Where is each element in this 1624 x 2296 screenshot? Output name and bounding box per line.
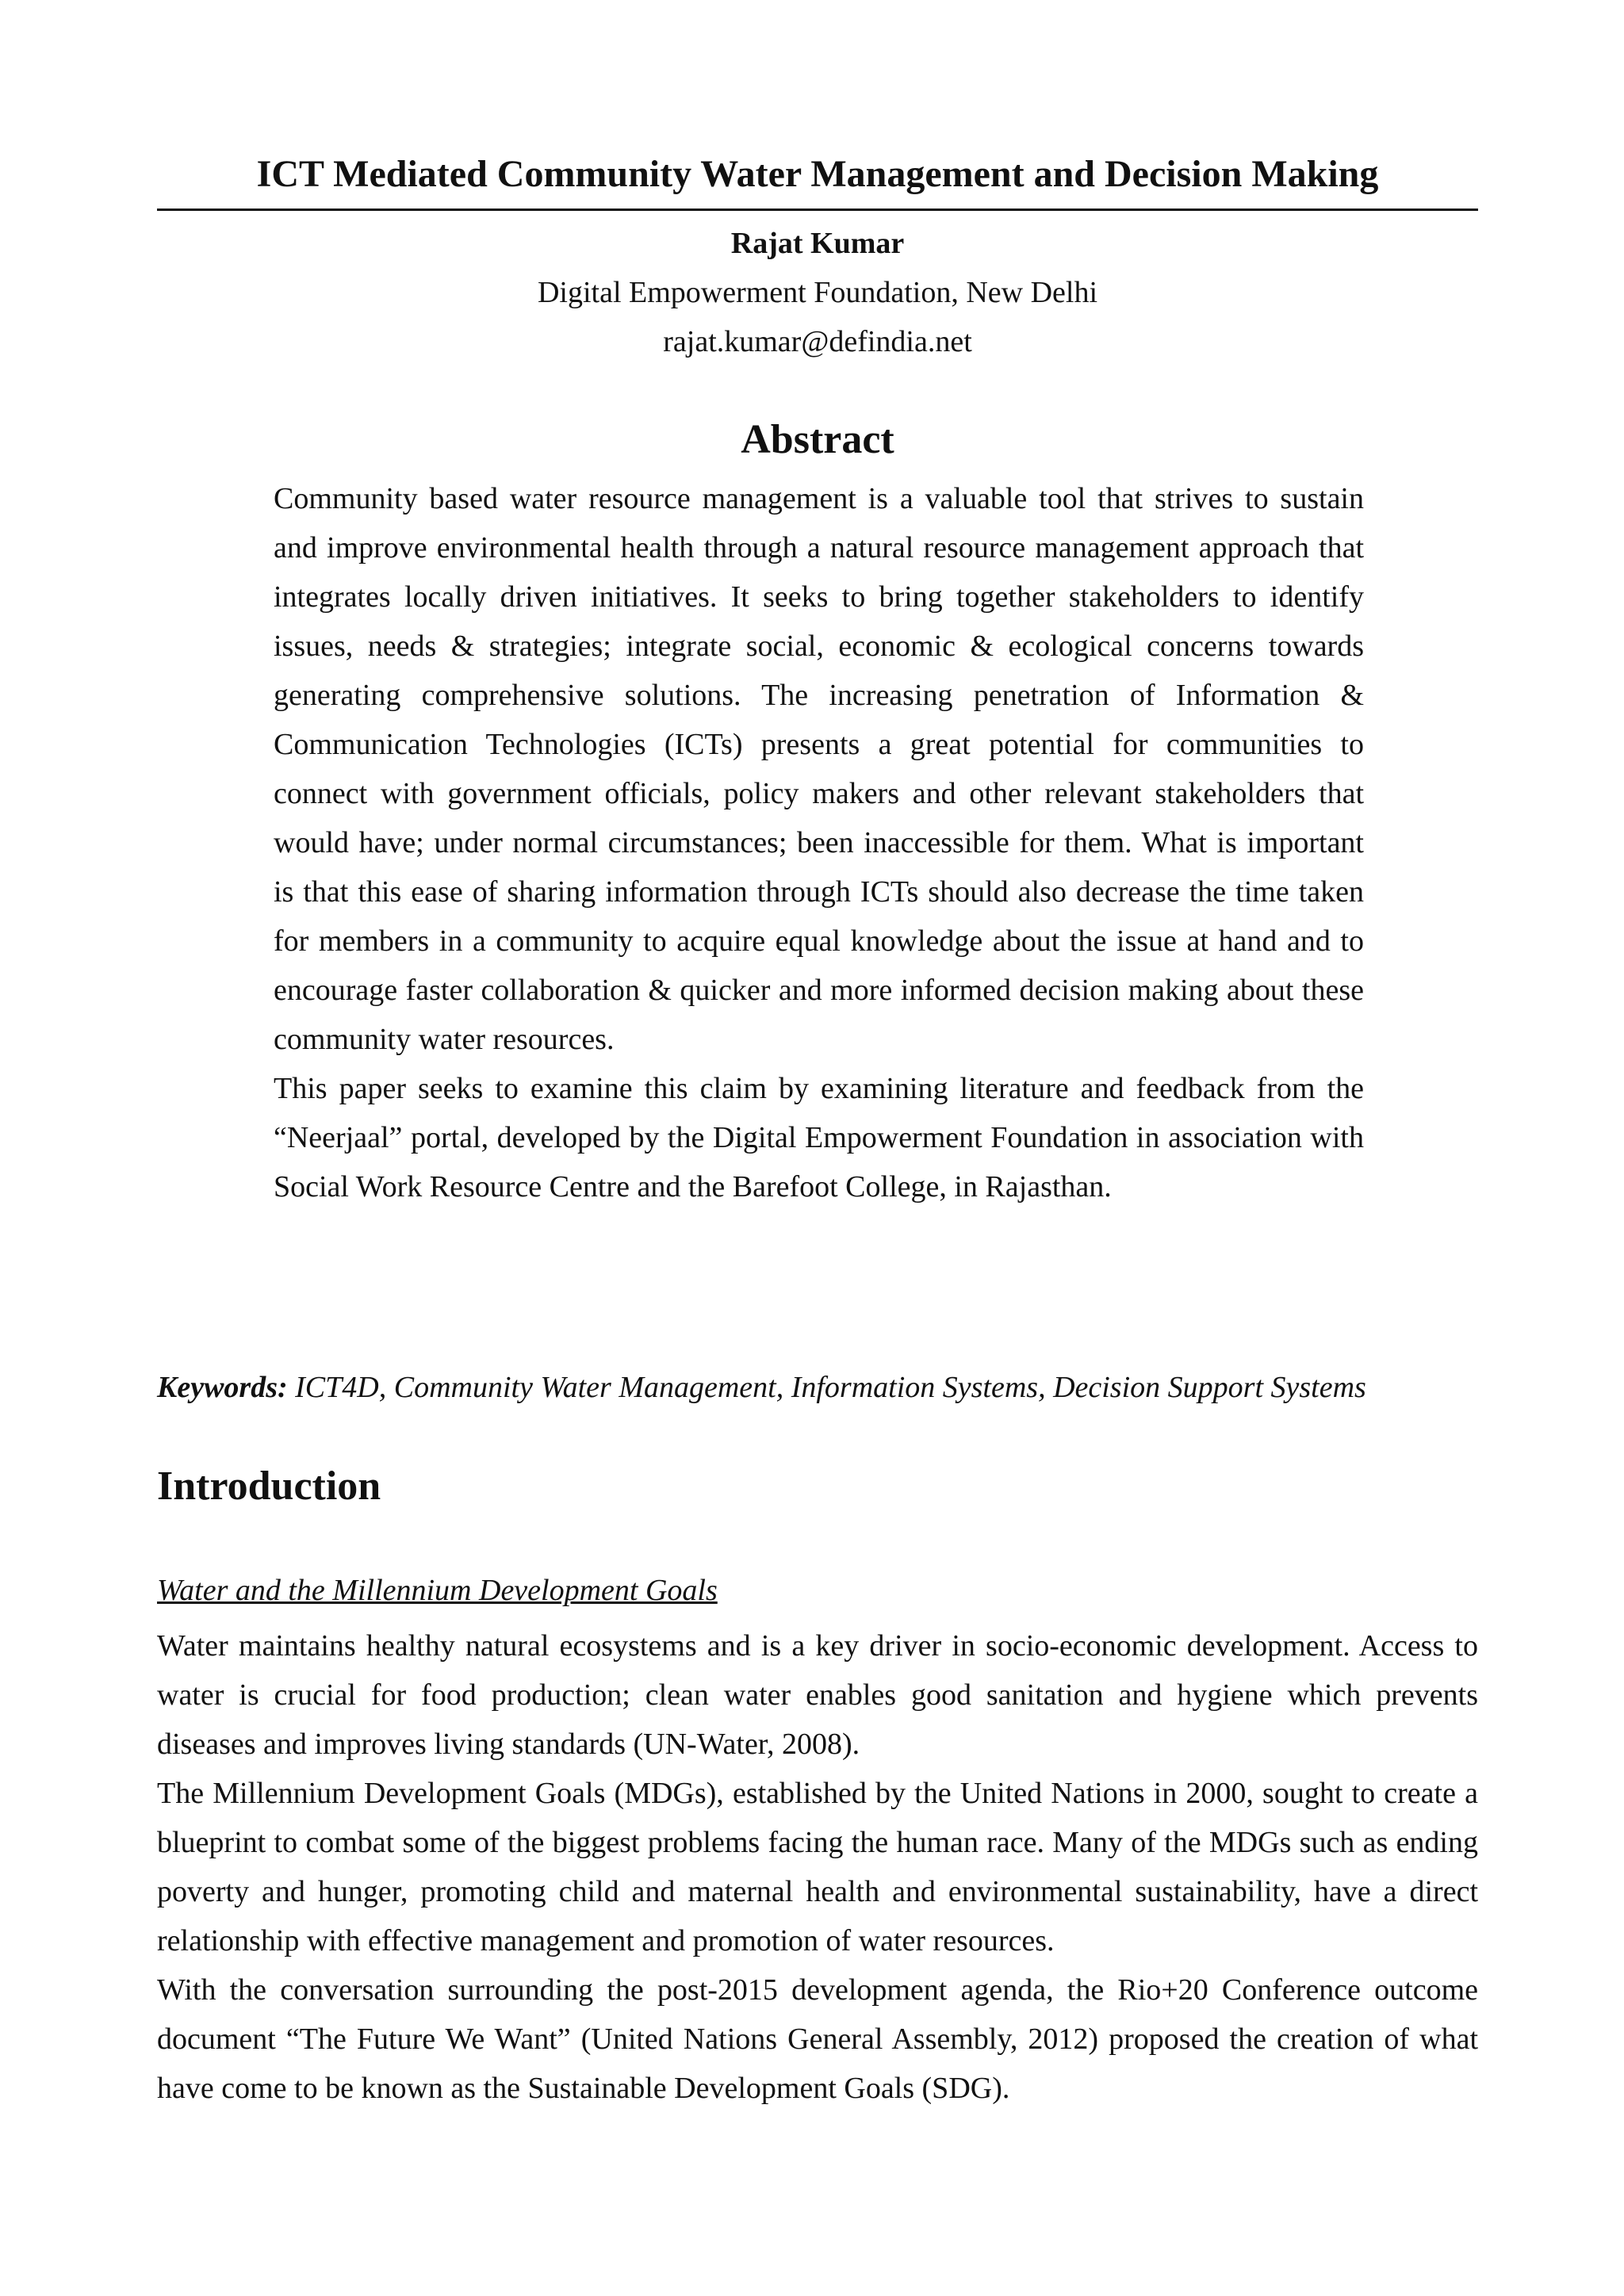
- introduction-body: [157, 1621, 1478, 2113]
- author-affiliation: Digital Empowerment Foundation, New Delhi: [537, 276, 1098, 309]
- title-divider: [157, 209, 1478, 211]
- introduction-paragraph: Water maintains healthy natural ecosystems and is a key driver in socio-economic development. Access to water is crucial for food production; clean water enables good sanitation and hygiene which prevents diseases and improves living standards (UN-Water, 2008).: [157, 1629, 1478, 1761]
- introduction-paragraph: With the conversation surrounding the post-2015 development agenda, the Rio+20 Conference outcome document “The Future We Want” (United Nations General Assembly, 2012) proposed the creation of what have come to be known as the Sustainable Development Goals (SDG).: [157, 1973, 1478, 2105]
- abstract-heading: Abstract: [741, 417, 894, 462]
- section-subheading: Water and the Millennium Development Goals: [157, 1574, 718, 1607]
- keywords-label: Keywords:: [157, 1371, 288, 1404]
- keywords-text: ICT4D, Community Water Management, Information Systems, Decision Support Systems: [295, 1371, 1366, 1404]
- introduction-heading: Introduction: [157, 1464, 381, 1509]
- keywords-line: [157, 1364, 1478, 1411]
- abstract-paragraph: Community based water resource management is a valuable tool that strives to sustain and improve environmental health through a natural resource management approach that integrates locally driven initiatives. It seeks to bring together stakeholders to identify issues, needs & strategies; integrate social, economic & ecological concerns towards generating comprehensive solutions. The increasing penetration of Information & Communication Technologies (ICTs) presents a great potential for communities to connect with government officials, policy makers and other relevant stakeholders that would have; under normal circumstances; been inaccessible for them. What is important is that this ease of sharing information through ICTs should also decrease the time taken for members in a community to acquire equal knowledge about the issue at hand and to encourage faster collaboration & quicker and more informed decision making about these community water resources.: [274, 482, 1364, 1056]
- paper-title: ICT Mediated Community Water Management and Decision Making: [256, 153, 1379, 195]
- abstract-paragraph: This paper seeks to examine this claim by examining literature and feedback from the “Neerjaal” portal, developed by the Digital Empowerment Foundation in association with Social Work Resource Centre and the Barefoot College, in Rajasthan.: [274, 1072, 1364, 1203]
- introduction-paragraph: The Millennium Development Goals (MDGs), established by the United Nations in 2000, sought to create a blueprint to combat some of the biggest problems facing the human race. Many of the MDGs such as ending poverty and hunger, promoting child and maternal health and environmental sustainability, have a direct relationship with effective management and promotion of water resources.: [157, 1777, 1478, 1957]
- author-name: Rajat Kumar: [730, 227, 905, 260]
- abstract-body: [274, 474, 1364, 1211]
- author-email: rajat.kumar@defindia.net: [663, 325, 972, 358]
